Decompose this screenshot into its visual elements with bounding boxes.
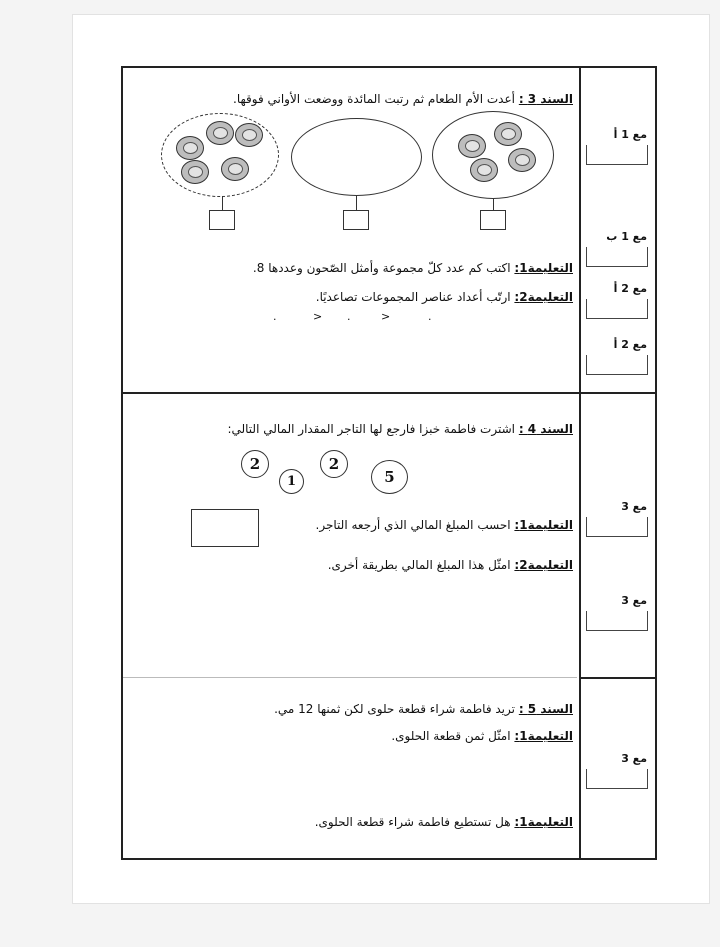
sanad4-line bbox=[227, 422, 573, 436]
plate-icon bbox=[221, 157, 249, 181]
score-column-divider bbox=[579, 68, 581, 858]
score-box[interactable] bbox=[586, 517, 648, 537]
sanad3-text: أعدت الأم الطعام ثم رتبت المائدة ووضعت الأواني فوقها. bbox=[233, 92, 515, 106]
plate-icon bbox=[458, 134, 486, 158]
score-label: مع 2 أ bbox=[613, 282, 647, 295]
connector-line bbox=[222, 196, 223, 210]
sanad3-inst1 bbox=[253, 261, 573, 275]
coin: 2 bbox=[320, 450, 348, 478]
answer-box[interactable] bbox=[191, 509, 259, 547]
order-symbol: > bbox=[313, 310, 323, 323]
score-label: مع 3 bbox=[621, 752, 647, 765]
order-slot: . bbox=[347, 310, 351, 323]
plate-icon bbox=[181, 160, 209, 184]
sanad5-line bbox=[274, 702, 573, 716]
sanad3-inst1-text: اكتب كم عدد كلّ مجموعة وأمثل الصّحون وعددها 8. bbox=[252, 261, 511, 275]
sanad3-inst2-text: ارتّب أعداد عناصر المجموعات تصاعديًا. bbox=[315, 290, 511, 304]
order-slot: . bbox=[428, 310, 432, 323]
coin: 1 bbox=[279, 469, 304, 494]
sanad3-inst2 bbox=[316, 290, 573, 304]
coin: 2 bbox=[241, 450, 269, 478]
sanad4-inst2-label: التعليمة2: bbox=[514, 558, 573, 572]
sanad3-line bbox=[233, 92, 573, 106]
empty-group-oval bbox=[291, 118, 422, 196]
score-divider bbox=[579, 677, 655, 679]
score-box[interactable] bbox=[586, 769, 648, 789]
section-divider-thin bbox=[123, 677, 577, 678]
sanad3-inst2-label: التعليمة2: bbox=[514, 290, 573, 304]
plate-icon bbox=[470, 158, 498, 182]
sanad4-inst1-label: التعليمة1: bbox=[514, 518, 573, 532]
coin: 5 bbox=[371, 460, 408, 494]
sanad5-label: السند 5 : bbox=[518, 702, 573, 716]
sanad3-label: السند 3 : bbox=[518, 92, 573, 106]
score-label: مع 3 bbox=[621, 594, 647, 607]
sanad5-inst1-label: التعليمة1: bbox=[514, 729, 573, 743]
sanad4-inst2 bbox=[328, 558, 573, 572]
score-label: مع 3 bbox=[621, 500, 647, 513]
order-slot: . bbox=[273, 310, 277, 323]
count-box-left[interactable] bbox=[209, 210, 235, 230]
sanad4-inst2-text: امثّل هذا المبلغ المالي بطريقة أخرى. bbox=[327, 558, 511, 572]
sanad4-label: السند 4 : bbox=[518, 422, 573, 436]
score-box[interactable] bbox=[586, 145, 648, 165]
score-box[interactable] bbox=[586, 299, 648, 319]
plate-icon bbox=[508, 148, 536, 172]
sanad5-inst1-text: امثّل ثمن قطعة الحلوى. bbox=[391, 729, 511, 743]
plate-icon bbox=[176, 136, 204, 160]
sanad5-inst2-text: هل تستطيع فاطمة شراء قطعة الحلوى. bbox=[314, 815, 511, 829]
sanad5-text: تريد فاطمة شراء قطعة حلوى لكن ثمنها 12 مي. bbox=[274, 702, 515, 716]
score-label: مع 2 أ bbox=[613, 338, 647, 351]
score-label: مع 1 أ bbox=[613, 128, 647, 141]
sanad4-inst1 bbox=[316, 518, 573, 532]
sanad4-text: اشترت فاطمة خبزا فارجع لها التاجر المقدار المالي التالي: bbox=[227, 422, 515, 436]
sanad4-inst1-text: احسب المبلغ المالي الذي أرجعه التاجر. bbox=[315, 518, 511, 532]
sanad3-inst1-label: التعليمة1: bbox=[514, 261, 573, 275]
sanad5-inst2 bbox=[315, 815, 573, 829]
connector-line bbox=[493, 199, 494, 210]
plate-icon bbox=[494, 122, 522, 146]
plate-icon bbox=[206, 121, 234, 145]
plates-group-right bbox=[432, 111, 554, 199]
score-box[interactable] bbox=[586, 355, 648, 375]
connector-line bbox=[356, 196, 357, 210]
order-symbol: > bbox=[381, 310, 391, 323]
count-box-right[interactable] bbox=[480, 210, 506, 230]
plate-icon bbox=[235, 123, 263, 147]
score-box[interactable] bbox=[586, 247, 648, 267]
sanad5-inst2-label: التعليمة1: bbox=[514, 815, 573, 829]
section-divider bbox=[123, 392, 655, 394]
score-label: مع 1 ب bbox=[606, 230, 647, 243]
score-box[interactable] bbox=[586, 611, 648, 631]
count-box-middle[interactable] bbox=[343, 210, 369, 230]
sanad5-inst1 bbox=[391, 729, 573, 743]
